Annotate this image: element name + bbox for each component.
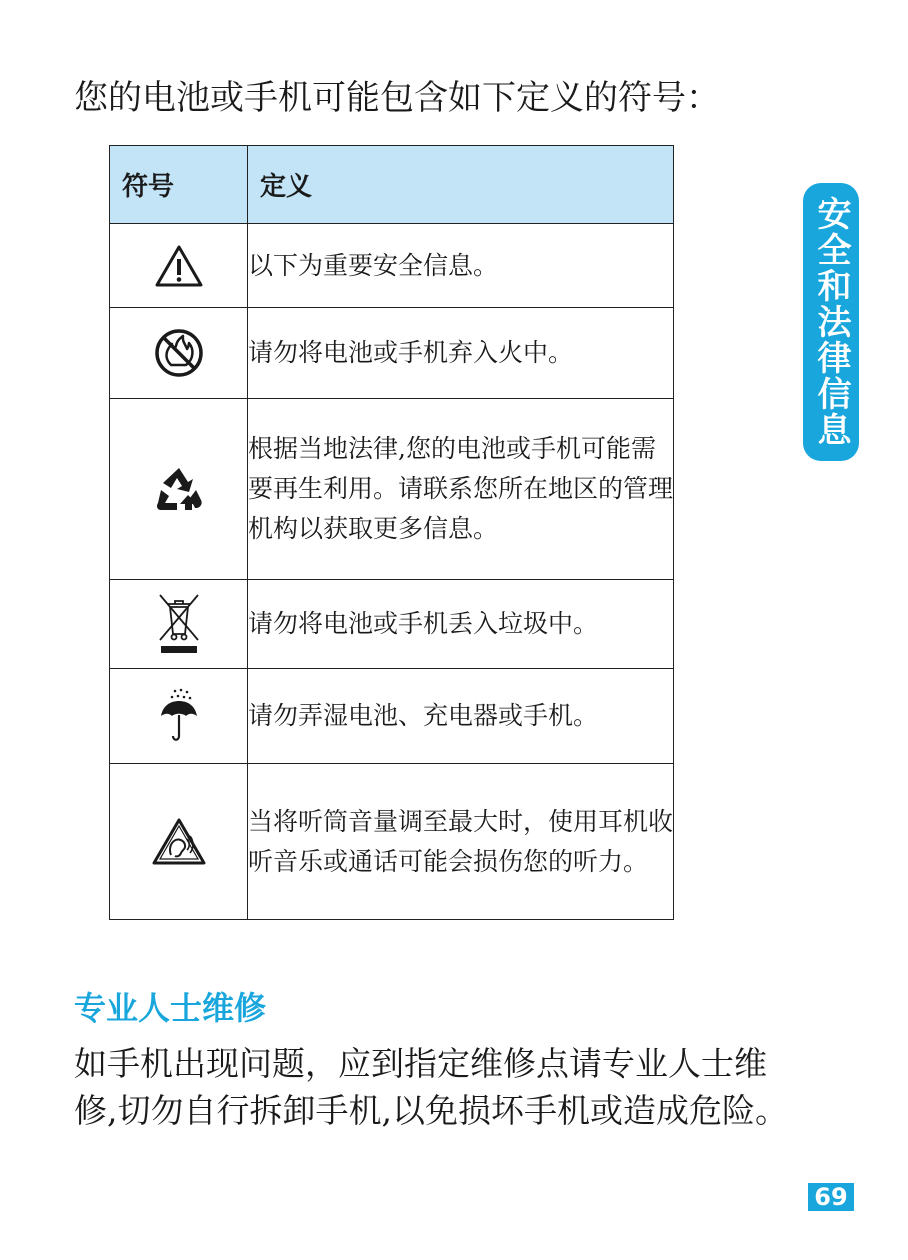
table-header-row [110,146,674,224]
header-definition: 定义 [248,146,674,224]
table-row [110,224,674,308]
table-row [110,399,674,580]
section-title: 专业人士维修 [74,989,267,1027]
definition-cell: 根据当地法律,您的电池或手机可能需要再生利用。请联系您所在地区的管理机构以获取更多信息。 [248,399,674,580]
intro-text: 您的电池或手机可能包含如下定义的符号： [74,78,720,118]
table-row [110,669,674,764]
definition-cell: 当将听筒音量调至最大时，使用耳机收听音乐或通话可能会损伤您的听力。 [248,764,674,920]
definition-cell: 请勿将电池或手机丢入垃圾中。 [248,580,674,669]
no-fire-icon [153,327,205,379]
table-row [110,580,674,669]
section-body: 如手机出现问题，应到指定维修点请专业人士维修,切勿自行拆卸手机,以免损坏手机或造成危险。 [74,1044,788,1130]
hearing-warning-icon [151,817,207,867]
definition-cell: 以下为重要安全信息。 [248,224,674,308]
definition-cell: 请勿弄湿电池、充电器或手机。 [248,669,674,764]
page-number: 69 [808,1183,854,1211]
chapter-tab-label: 安全和法律信息 [811,196,851,448]
warning-triangle-icon [154,244,204,288]
symbols-table [109,145,674,920]
umbrella-rain-icon [159,688,199,744]
chapter-tab [803,183,859,461]
table-row [110,308,674,399]
definition-cell: 请勿将电池或手机弃入火中。 [248,308,674,399]
header-symbol: 符号 [110,146,248,224]
recycle-icon [155,466,203,512]
table-row [110,764,674,920]
crossed-bin-icon [157,592,201,656]
